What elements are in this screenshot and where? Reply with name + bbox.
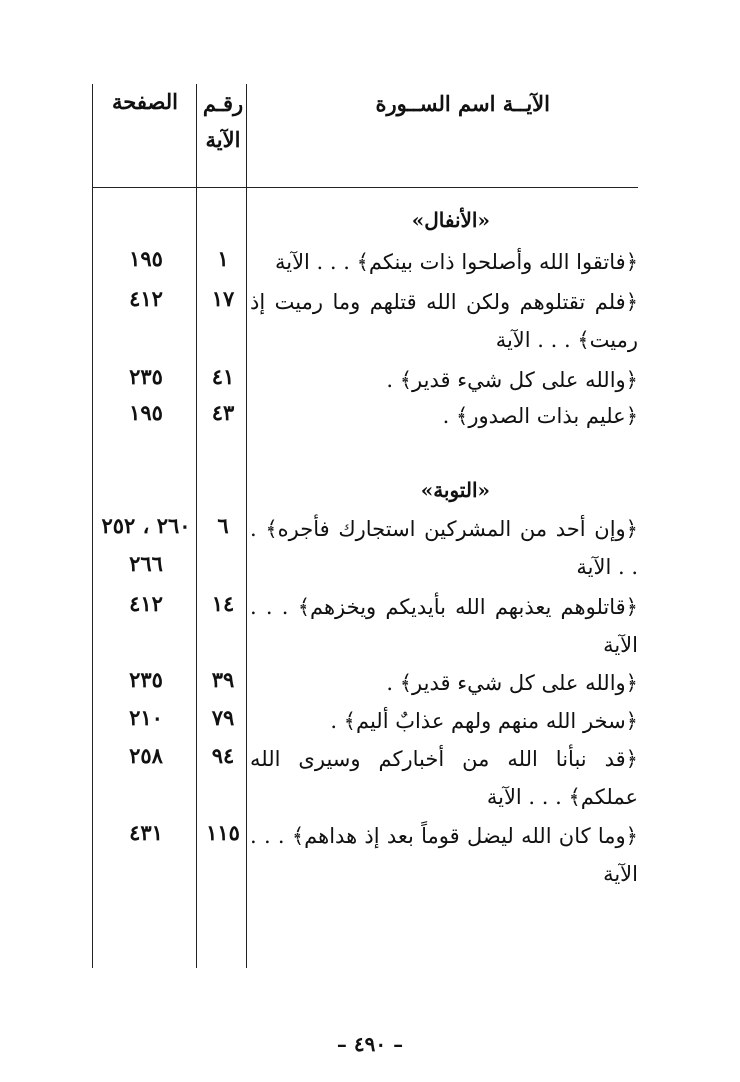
verse-text: ﴿والله على كل شيء قدير﴾ . xyxy=(386,671,638,695)
page-ref: ١٩٥ xyxy=(129,400,163,425)
page-ref: ٢٥٨ xyxy=(129,743,163,768)
verse-text: ﴿سخر الله منهم ولهم عذابٌ أليم﴾ . xyxy=(330,709,638,733)
page-ref-continued: ٢٦٦ xyxy=(129,551,163,576)
surah-title-anfal: «الأنفال» xyxy=(411,208,490,232)
page-ref: ٤١٢ xyxy=(129,591,163,616)
verse-number: ١٤ xyxy=(211,591,235,616)
verse-number: ٤١ xyxy=(211,364,235,389)
table-left-border xyxy=(92,84,93,968)
page-ref: ٢٣٥ xyxy=(129,667,163,692)
header-verse-surah: الآيــة اسم الســورة xyxy=(375,91,550,116)
verse-text: ﴿والله على كل شيء قدير﴾ . xyxy=(386,368,638,392)
verse-number: ٦ xyxy=(217,513,229,538)
verse-text: ﴿عليم بذات الصدور﴾ . xyxy=(442,404,638,428)
verse-text: ﴿فاتقوا الله وأصلحوا ذات بينكم﴾ . . . الآية xyxy=(274,250,638,274)
verse-number: ١ xyxy=(217,246,229,271)
verse-number: ٩٤ xyxy=(211,743,235,768)
header-verse-number-line2: الآية xyxy=(205,127,241,152)
verse-text: ﴿قاتلوهم يعذبهم الله بأيديكم ويخزهم﴾ . . . الآية xyxy=(250,595,638,657)
page-ref: ١٩٥ xyxy=(129,246,163,271)
verse-text: ﴿فلم تقتلوهم ولكن الله قتلهم وما رميت إذ رميت﴾ . . . الآية xyxy=(250,290,638,352)
header-underline xyxy=(92,187,638,188)
verse-text: ﴿وما كان الله ليضل قوماً بعد إذ هداهم﴾ . . . الآية xyxy=(250,824,638,886)
page-number: – ٤٩٠ – xyxy=(336,1032,404,1056)
verse-number: ١١٥ xyxy=(206,820,240,845)
header-verse-number-line1: رقـم xyxy=(202,91,244,116)
page-ref: ٤٣١ xyxy=(129,820,163,845)
verse-number: ١٧ xyxy=(211,286,235,311)
page-ref: ٢١٠ xyxy=(129,705,163,730)
header-page: الصفحة xyxy=(112,89,178,114)
verse-text: ﴿قد نبأنا الله من أخباركم وسيرى الله عملكم﴾ . . . الآية xyxy=(250,747,638,809)
verse-number: ٧٩ xyxy=(211,705,235,730)
page-ref: ٢٣٥ xyxy=(129,364,163,389)
surah-title-tawba: «التوبة» xyxy=(420,478,490,502)
page-ref: ٤١٢ xyxy=(129,286,163,311)
page-ref: ٢٦٠ ، ٢٥٢ xyxy=(101,513,191,538)
verse-number: ٣٩ xyxy=(211,667,235,692)
verse-number: ٤٣ xyxy=(211,400,235,425)
header-verse-number xyxy=(198,86,248,158)
verse-text: ﴿وإن أحد من المشركين استجارك فأجره﴾ . . . الآية xyxy=(250,517,638,579)
